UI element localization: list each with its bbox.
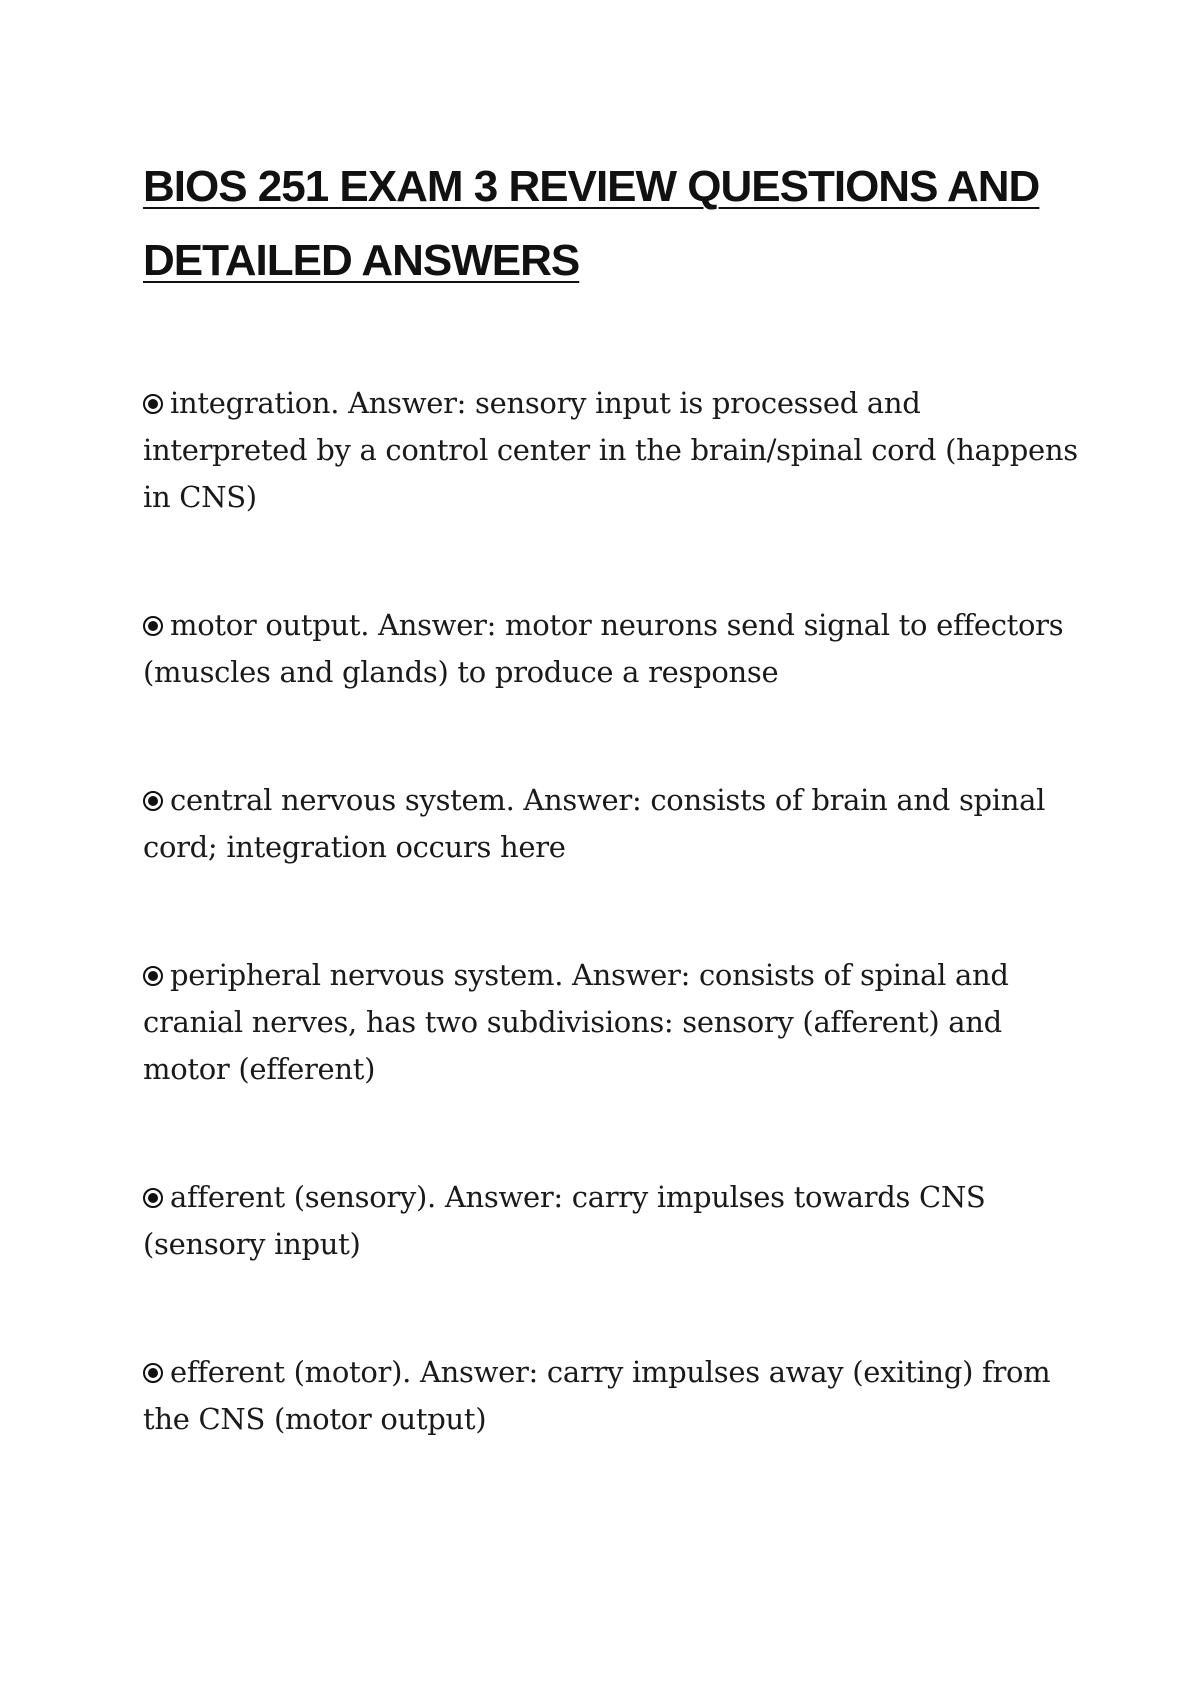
qa-item <box>143 602 1083 696</box>
radio-bullet-icon <box>143 966 163 986</box>
qa-item <box>143 1174 1083 1268</box>
qa-text: afferent (sensory). Answer: carry impulses towards CNS (sensory input) <box>143 1180 986 1261</box>
document-title: BIOS 251 EXAM 3 REVIEW QUESTIONS AND DETAILED ANSWERS <box>143 162 1040 285</box>
qa-item <box>143 380 1083 521</box>
qa-text: peripheral nervous system. Answer: consists of spinal and cranial nerves, has two subdivisions: sensory (afferent) and motor (efferent) <box>143 958 1009 1086</box>
qa-text: integration. Answer: sensory input is processed and interpreted by a control center in the brain/spinal cord (happens in CNS) <box>143 386 1078 514</box>
qa-item <box>143 777 1083 871</box>
radio-bullet-icon <box>143 791 163 811</box>
radio-bullet-icon <box>143 1363 163 1383</box>
qa-text: efferent (motor). Answer: carry impulses away (exiting) from the CNS (motor output) <box>143 1355 1051 1436</box>
title-block <box>143 150 1083 298</box>
radio-bullet-icon <box>143 394 163 414</box>
qa-list <box>143 380 1083 1524</box>
qa-text: motor output. Answer: motor neurons send signal to effectors (muscles and glands) to produce a response <box>143 608 1064 689</box>
qa-item <box>143 1349 1083 1443</box>
qa-item <box>143 952 1083 1093</box>
qa-text: central nervous system. Answer: consists of brain and spinal cord; integration occurs here <box>143 783 1046 864</box>
radio-bullet-icon <box>143 616 163 636</box>
radio-bullet-icon <box>143 1188 163 1208</box>
